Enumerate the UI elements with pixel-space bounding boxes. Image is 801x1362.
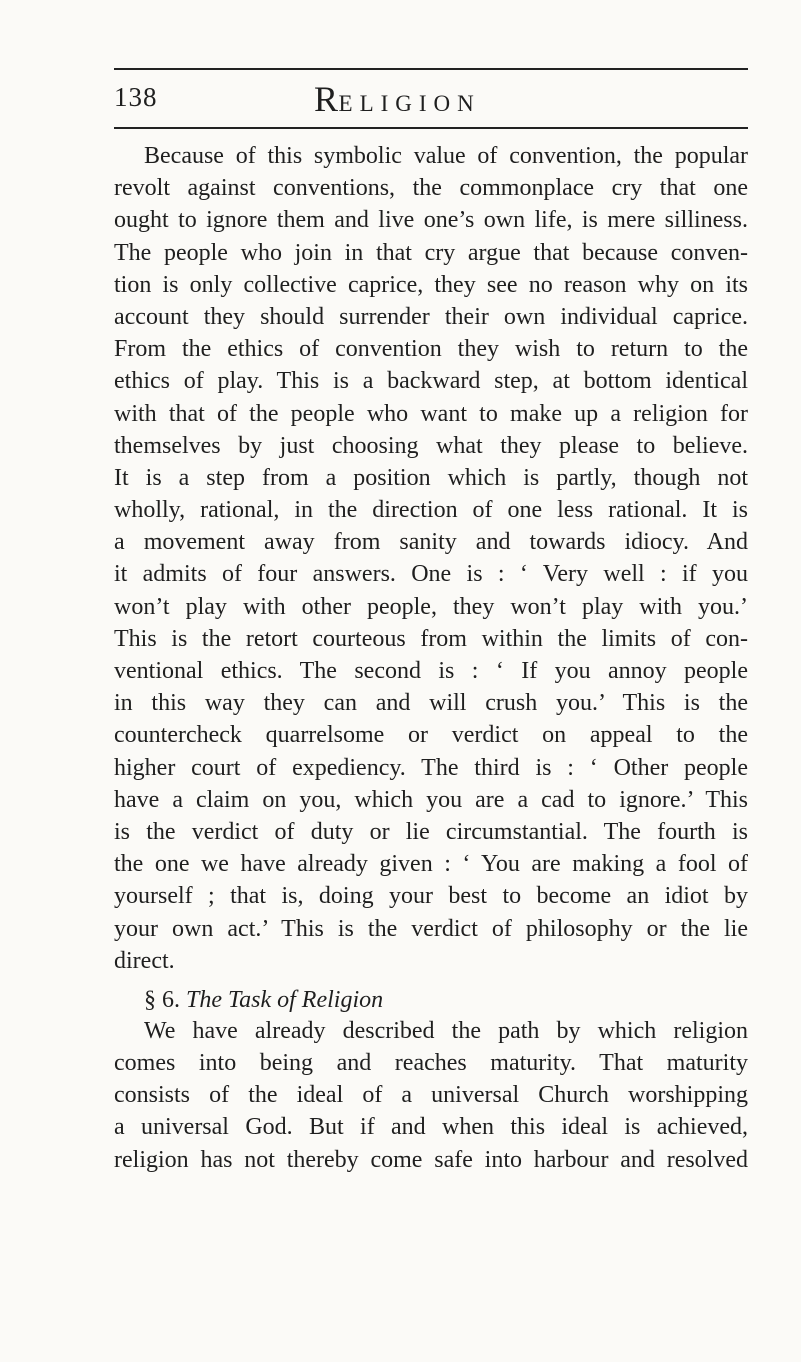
text-line: wholly, rational, in the direction of one less rational. It is: [114, 497, 748, 524]
text-line: a movement away from sanity and towards idiocy. And: [114, 529, 748, 556]
section-title: The Task of Religion: [186, 986, 384, 1013]
section-number: § 6.: [144, 986, 180, 1013]
text-line: countercheck quarrelsome or verdict on appeal to the: [114, 722, 748, 749]
text-line: with that of the people who want to make up a religion for: [114, 400, 748, 427]
text-line: ethics of play. This is a backward step, at bottom identical: [114, 368, 748, 395]
text-line: in this way they can and will crush you.’ This is the: [114, 690, 748, 717]
paragraph-2: [114, 1015, 748, 1176]
text-line: account they should surrender their own individual caprice.: [114, 303, 748, 330]
text-line: yourself ; that is, doing your best to become an idiot by: [114, 883, 748, 910]
running-title-rest: ELIGION: [338, 91, 481, 116]
body-text: [114, 140, 748, 1176]
running-header: [114, 78, 748, 124]
text-line: is the verdict of duty or lie circumstantial. The fourth is: [114, 818, 748, 845]
running-title-initial: R: [314, 79, 339, 119]
text-line: a universal God. But if and when this ideal is achieved,: [114, 1114, 748, 1141]
text-line: The people who join in that cry argue that because conven-: [114, 239, 748, 266]
running-title: [314, 78, 481, 120]
page-number: 138: [114, 82, 158, 112]
text-line: Because of this symbolic value of convention, the popular: [144, 143, 748, 169]
text-line: religion has not thereby come safe into harbour and resolved: [114, 1146, 748, 1173]
text-line: won’t play with other people, they won’t play with you.’: [114, 593, 748, 620]
text-line: the one we have already given : ‘ You are making a fool of: [114, 851, 748, 878]
header-bottom-rule: [114, 127, 748, 129]
text-line: ought to ignore them and live one’s own life, is mere silliness.: [114, 207, 748, 234]
text-line: have a claim on you, which you are a cad to ignore.’ This: [114, 786, 748, 813]
text-line: direct.: [114, 947, 175, 974]
text-line: We have already described the path by which religion: [144, 1017, 748, 1044]
text-line: themselves by just choosing what they please to believe.: [114, 432, 748, 459]
text-line: it admits of four answers. One is : ‘ Very well : if you: [114, 561, 748, 588]
text-line: higher court of expediency. The third is : ‘ Other people: [114, 754, 748, 781]
text-line: From the ethics of convention they wish to return to the: [114, 336, 748, 363]
text-line: consists of the ideal of a universal Church worshipping: [114, 1082, 748, 1109]
text-line: ventional ethics. The second is : ‘ If you annoy people: [114, 658, 748, 684]
text-line: your own act.’ This is the verdict of philosophy or the lie: [114, 915, 748, 942]
text-line: This is the retort courteous from within the limits of con-: [114, 625, 748, 652]
header-top-rule: [114, 68, 748, 70]
text-line: comes into being and reaches maturity. That maturity: [114, 1050, 748, 1077]
paragraph-1: [114, 140, 748, 977]
text-line: revolt against conventions, the commonplace cry that one: [114, 175, 748, 202]
text-line: tion is only collective caprice, they see no reason why on its: [114, 271, 748, 298]
text-line: It is a step from a position which is partly, though not: [114, 464, 748, 491]
